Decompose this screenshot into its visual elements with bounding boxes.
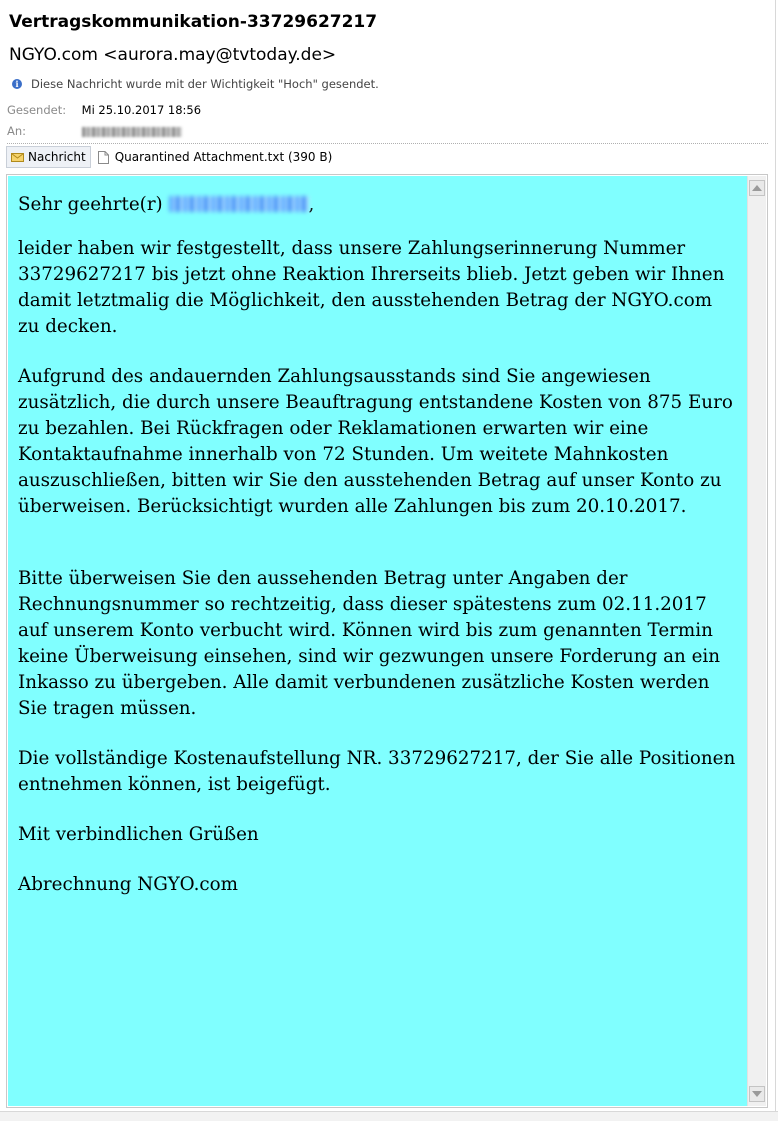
paragraph-1: leider haben wir festgestellt, dass unsere Zahlungserinnerung Nummer 33729627217 bis jetzt ohne Reaktion Ihrerseits blieb. Jetzt geben wir Ihnen damit letztmalig die Möglichkeit, den ausstehenden Betrag der NGYO.com zu decken. <box>18 238 725 337</box>
sent-value: Mi 25.10.2017 18:56 <box>81 103 202 117</box>
signature: Abrechnung NGYO.com <box>18 874 238 895</box>
info-icon: i <box>12 79 22 89</box>
arrow-up-icon <box>752 185 762 191</box>
attachment-file[interactable] <box>98 150 333 164</box>
email-sender[interactable]: NGYO.com <aurora.may@tvtoday.de> <box>9 45 337 65</box>
closing: Mit verbindlichen Grüßen <box>18 824 259 845</box>
redacted-recipient <box>82 127 182 137</box>
attachment-file-label: Quarantined Attachment.txt (390 B) <box>114 150 333 164</box>
message-body <box>8 176 747 1106</box>
greeting <box>18 192 739 218</box>
sent-label: Gesendet: <box>7 103 67 117</box>
paragraph-spacer <box>18 520 739 566</box>
sent-row <box>7 103 201 117</box>
message-body-frame <box>6 174 768 1108</box>
paragraph-4: Die vollständige Kostenaufstellung NR. 33729627217, der Sie alle Positionen entnehmen können, ist beigefügt. <box>18 748 736 795</box>
arrow-down-icon <box>752 1091 762 1097</box>
to-label: An: <box>7 124 27 138</box>
message-tab-label: Nachricht <box>28 150 86 164</box>
importance-text: Diese Nachricht wurde mit der Wichtigkeit "Hoch" gesendet. <box>31 77 379 91</box>
header-separator <box>7 143 768 144</box>
scroll-down-button[interactable] <box>749 1086 765 1102</box>
message-tab[interactable] <box>6 146 91 168</box>
attachment-bar <box>6 146 768 168</box>
paragraph-2: Aufgrund des andauernden Zahlungsausstands sind Sie angewiesen zusätzlich, die durch unsere Beauftragung entstandene Kosten von 875 Euro zu bezahlen. Bei Rückfragen oder Reklamationen erwarten wir eine Kontaktaufnahme innerhalb von 72 Stunden. Um weitete Mahnkosten auszuschließen, bitten wir Sie den ausstehenden Betrag auf unser Konto zu überweisen. Berücksichtigt wurden alle Zahlungen bis zum 20.10.2017. <box>18 366 733 517</box>
redacted-email-link[interactable] <box>169 196 309 212</box>
scroll-up-button[interactable] <box>749 180 765 196</box>
paragraph-3: Bitte überweisen Sie den aussehenden Betrag unter Angaben der Rechnungsnummer so rechtzeitig, dass dieser spätestens zum 02.11.2017 auf unserem Konto verbucht wird. Können wird bis zum genannten Termin keine Überweisung einsehen, sind wir gezwungen unsere Forderung an ein Inkasso zu übergeben. Alle damit verbundenen zusätzliche Kosten werden Sie tragen müssen. <box>18 568 721 719</box>
email-subject: Vertragskommunikation-33729627217 <box>9 12 378 32</box>
envelope-icon <box>11 153 24 162</box>
vertical-scrollbar[interactable] <box>747 176 766 1106</box>
greeting-comma: , <box>308 194 315 215</box>
importance-notice <box>12 77 379 91</box>
greeting-text: Sehr geehrte(r) <box>18 194 169 215</box>
to-row <box>7 124 182 138</box>
window-right-edge <box>775 0 776 1120</box>
document-icon <box>98 151 109 164</box>
